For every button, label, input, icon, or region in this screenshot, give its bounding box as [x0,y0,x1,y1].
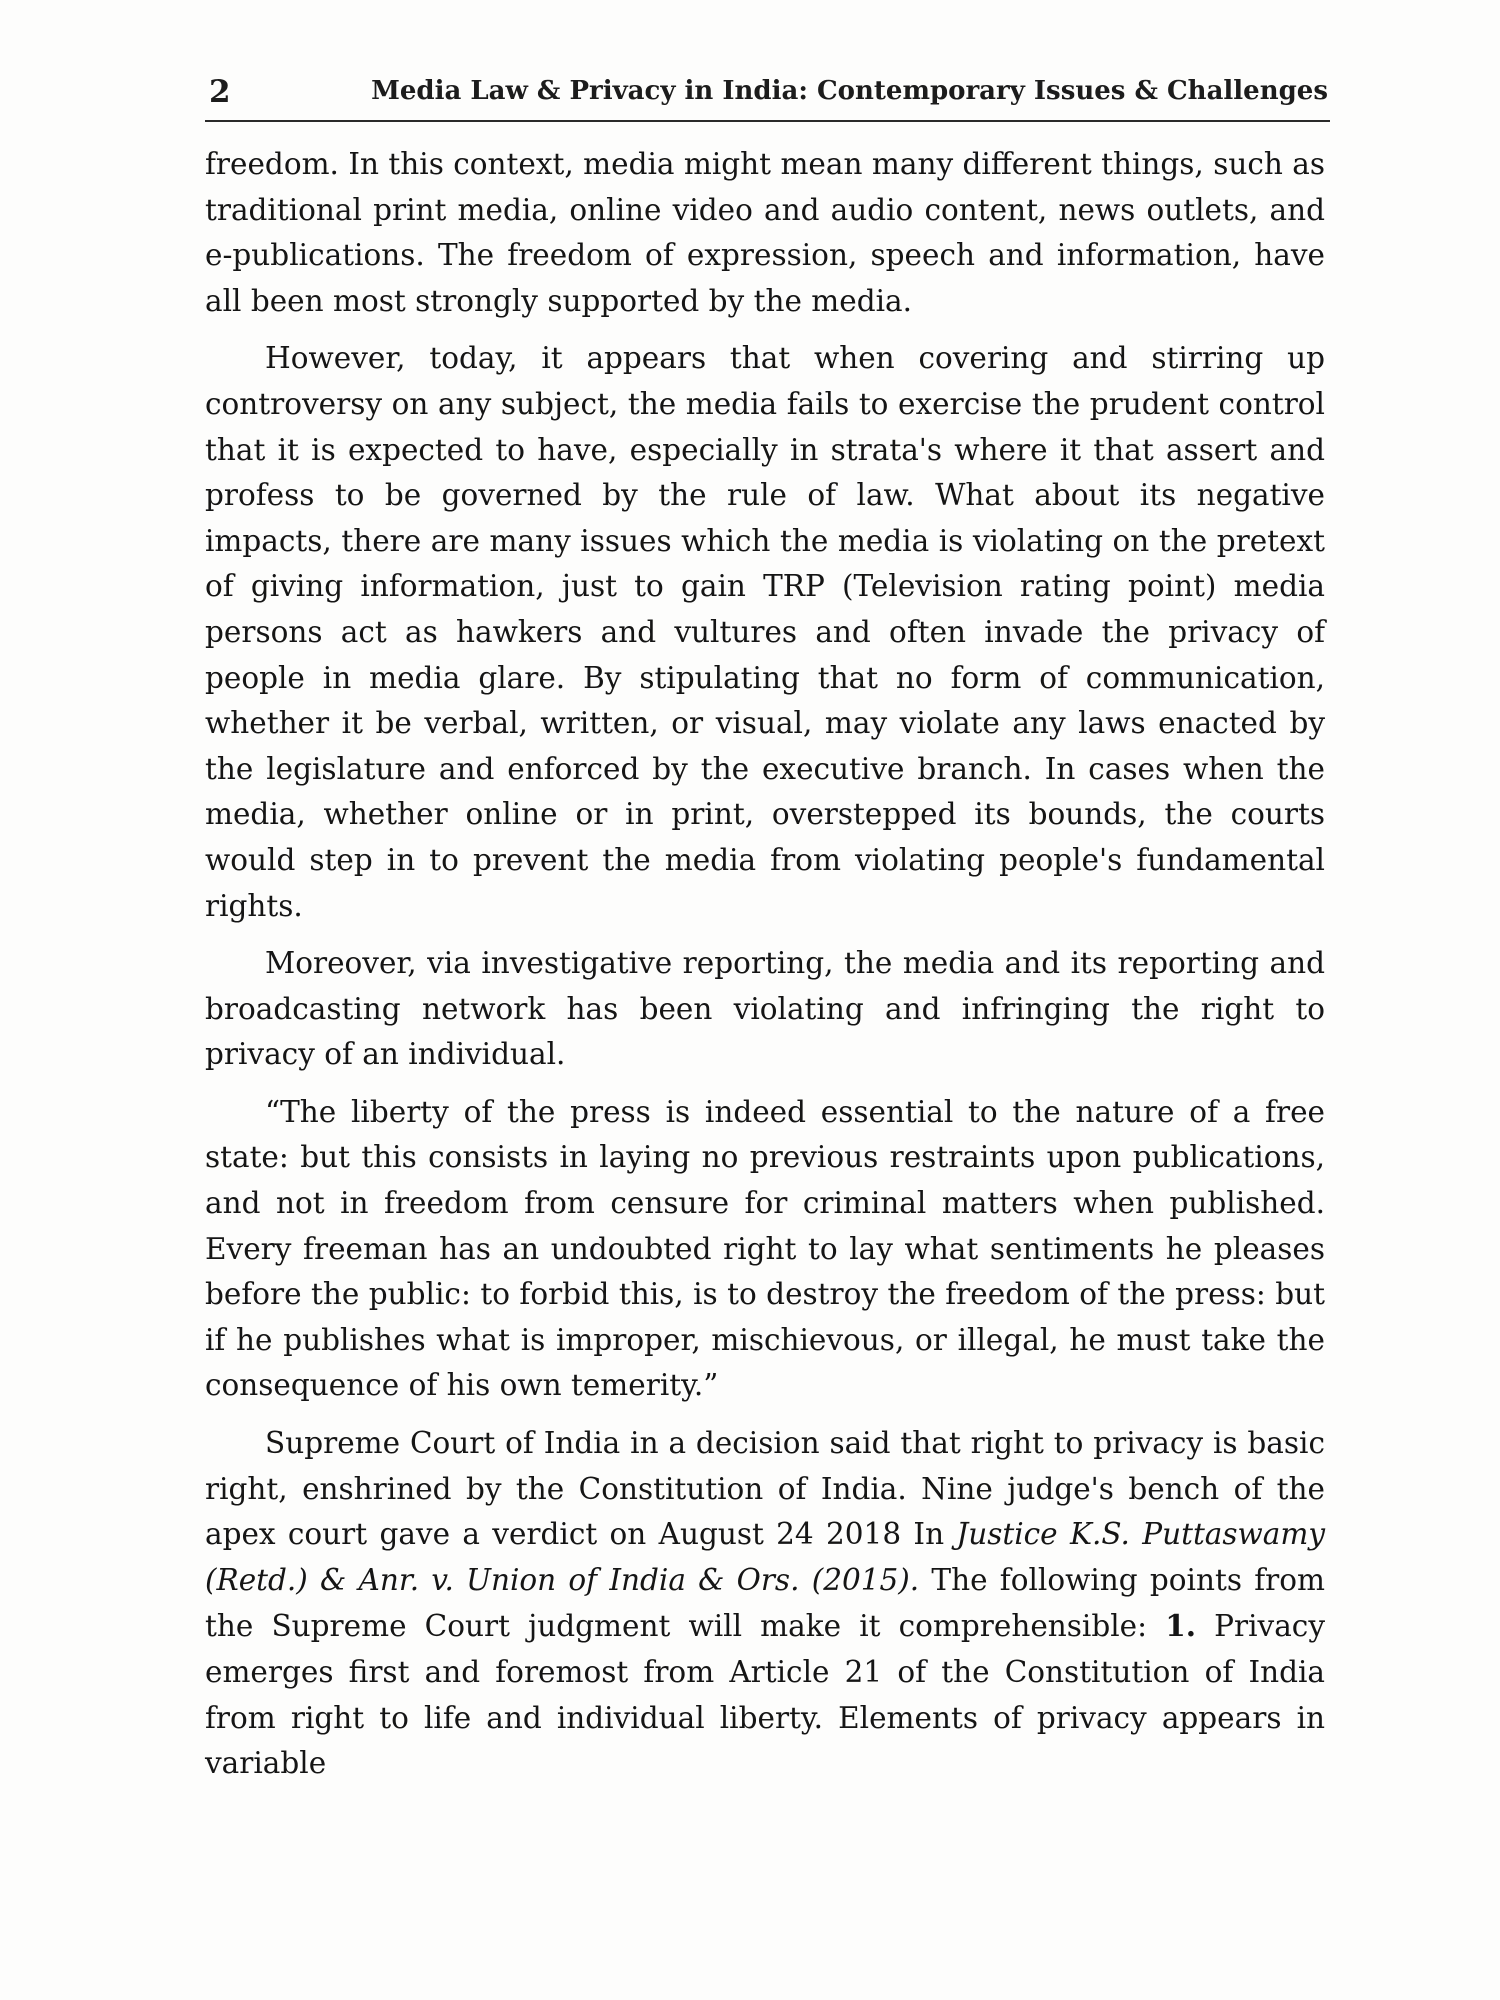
supreme-court-text-intro: Supreme Court of India in a decision said that right to privacy is basic right, enshrined by the Constitution of India. Nine judge's bench of the apex court gave a verdict on August 24 2018 In [205,1426,1325,1552]
page-number: 2 [209,74,231,110]
page-header [205,68,1330,122]
body-text [205,142,1325,1799]
running-title: Media Law & Privacy in India: Contemporary Issues & Challenges [371,76,1328,106]
paragraph-media-control: However, today, it appears that when covering and stirring up controversy on any subject, the media fails to exercise the prudent control that it is expected to have, especially in strata's where it that assert and profess to be governed by the rule of law. What about its negative impacts, there are many issues which the media is violating on the pretext of giving information, just to gain TRP (Television rating point) media persons act as hawkers and vultures and often invade the privacy of people in media glare. By stipulating that no form of communication, whether it be verbal, written, or visual, may violate any laws enacted by the legislature and enforced by the executive branch. In cases when the media, whether online or in print, overstepped its bounds, the courts would step in to prevent the media from violating people's fundamental rights. [205,341,1325,923]
supreme-court-text-article: Privacy emerges first and foremost from Article 21 of the Constitution of India from right to life and individual liberty. Elements of privacy appears in variable [205,1609,1325,1781]
paragraph-liberty-quote: “The liberty of the press is indeed essential to the nature of a free state: but this consists in laying no previous restraints upon publications, and not in freedom from censure for criminal matters when published. Every freeman has an undoubted right to lay what sentiments he pleases before the public: to forbid this, is to destroy the freedom of the press: but if he publishes what is improper, mischievous, or illegal, he must take the consequence of his own temerity.” [205,1094,1325,1403]
paragraph-investigative-reporting: Moreover, via investigative reporting, the media and its reporting and broadcasting network has been violating and infringing the right to privacy of an individual. [205,946,1325,1072]
paragraph-freedom: freedom. In this context, media might mean many different things, such as traditional print media, online video and audio content, news outlets, and e-publications. The freedom of expression, speech and information, have all been most strongly supported by the media. [205,147,1325,318]
case-citation: Justice K.S. Puttaswamy (Retd.) & Anr. v. Union of India & Ors. (2015). [205,1517,1326,1597]
paragraph-supreme-court [205,1421,1325,1787]
point-number: 1. [1165,1608,1197,1644]
supreme-court-text-points: The following points from the Supreme Court judgment will make it comprehensible: [205,1562,1325,1644]
